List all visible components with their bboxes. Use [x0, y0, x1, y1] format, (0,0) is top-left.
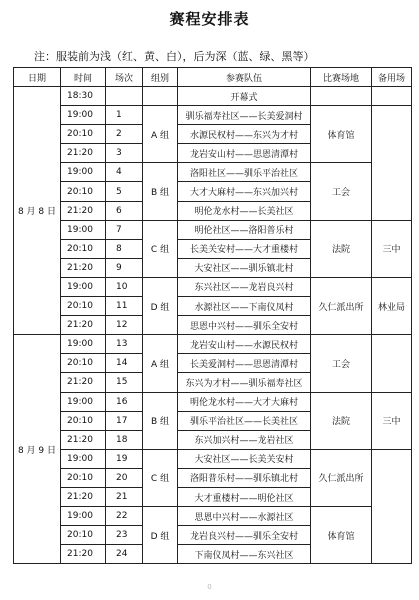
- date-cell: 8 月 9 日: [14, 335, 61, 564]
- teams-cell: 东兴社区——龙岩良兴村: [178, 277, 311, 296]
- table-row: [14, 392, 412, 411]
- time-cell: 20:10: [61, 526, 106, 545]
- teams-cell: 大才重楼村——明伦社区: [178, 487, 311, 506]
- match-no-cell: 4: [106, 163, 143, 182]
- group-cell: [143, 87, 178, 106]
- teams-cell: 明伦龙水村——长美社区: [178, 201, 311, 220]
- time-cell: 19:00: [61, 277, 106, 296]
- table-row: [14, 449, 412, 468]
- header-venue: 比赛场地: [311, 68, 372, 87]
- match-no-cell: 7: [106, 220, 143, 239]
- match-no-cell: 17: [106, 411, 143, 430]
- teams-cell: 长美关安村——大才重楼村: [178, 239, 311, 258]
- match-no-cell: 10: [106, 277, 143, 296]
- group-cell: A 组: [143, 335, 178, 392]
- match-no-cell: 18: [106, 430, 143, 449]
- teams-cell: 思恩中兴村——水源社区: [178, 507, 311, 526]
- backup-cell: [372, 449, 412, 564]
- group-cell: D 组: [143, 507, 178, 564]
- time-cell: 19:00: [61, 507, 106, 526]
- page-title: 赛程安排表: [169, 10, 250, 28]
- backup-cell: [372, 335, 412, 392]
- venue-cell: 工会: [311, 335, 372, 392]
- header-backup-venue: 备用场: [372, 68, 412, 87]
- table-row: [14, 163, 412, 182]
- group-cell: D 组: [143, 277, 178, 334]
- match-no-cell: 6: [106, 201, 143, 220]
- clothing-note: 注：服装前为浅（红、黄、白），后为深（蓝、绿、黑等）: [34, 50, 315, 63]
- time-cell: 18:30: [61, 87, 106, 106]
- time-cell: 20:10: [61, 354, 106, 373]
- table-row: [14, 335, 412, 354]
- teams-cell: 明伦社区——洛阳普乐村: [178, 220, 311, 239]
- venue-cell: 久仁派出所: [311, 449, 372, 506]
- backup-cell: 林业局: [372, 277, 412, 334]
- teams-cell: 水源社区——下南仪凤村: [178, 297, 311, 316]
- teams-cell: 水源民权村——东兴为才村: [178, 125, 311, 144]
- venue-cell: 法院: [311, 392, 372, 449]
- header-group: 组别: [143, 68, 178, 87]
- table-row: [14, 87, 412, 106]
- header-date: 日期: [14, 68, 61, 87]
- backup-cell: [372, 87, 412, 106]
- group-cell: A 组: [143, 106, 178, 163]
- venue-cell: [311, 87, 372, 106]
- teams-cell: 大安社区——驯乐镇北村: [178, 258, 311, 277]
- match-no-cell: 19: [106, 449, 143, 468]
- match-no-cell: 8: [106, 239, 143, 258]
- teams-cell: 长美爱洞村——思恩清潭村: [178, 354, 311, 373]
- time-cell: 21:20: [61, 545, 106, 564]
- teams-cell: 东兴加兴村——龙岩社区: [178, 430, 311, 449]
- time-cell: 21:20: [61, 430, 106, 449]
- match-no-cell: 3: [106, 144, 143, 163]
- table-row: [14, 277, 412, 296]
- header-match-no: 场次: [106, 68, 143, 87]
- time-cell: 20:10: [61, 125, 106, 144]
- teams-cell: 明伦龙水村——大才大麻村: [178, 392, 311, 411]
- time-cell: 21:20: [61, 487, 106, 506]
- match-no-cell: 12: [106, 316, 143, 335]
- header-time: 时间: [61, 68, 106, 87]
- time-cell: 19:00: [61, 106, 106, 125]
- match-no-cell: 13: [106, 335, 143, 354]
- match-no-cell: 15: [106, 373, 143, 392]
- backup-cell: 三中: [372, 392, 412, 449]
- time-cell: 20:10: [61, 297, 106, 316]
- match-no-cell: 22: [106, 507, 143, 526]
- time-cell: 21:20: [61, 316, 106, 335]
- time-cell: 20:10: [61, 411, 106, 430]
- venue-cell: 工会: [311, 163, 372, 220]
- table-row: [14, 220, 412, 239]
- match-no-cell: 21: [106, 487, 143, 506]
- teams-cell: 东兴为才村——驯乐福寿社区: [178, 373, 311, 392]
- teams-cell: 龙岩安山村——思恩清潭村: [178, 144, 311, 163]
- teams-cell: 开幕式: [178, 87, 311, 106]
- teams-cell: 大才大麻村——东兴加兴村: [178, 182, 311, 201]
- teams-cell: 驯乐福寿社区——长美爱洞村: [178, 106, 311, 125]
- venue-cell: 体育馆: [311, 507, 372, 564]
- time-cell: 19:00: [61, 449, 106, 468]
- time-cell: 20:10: [61, 239, 106, 258]
- time-cell: 19:00: [61, 335, 106, 354]
- time-cell: 20:10: [61, 182, 106, 201]
- match-no-cell: 1: [106, 106, 143, 125]
- match-no-cell: 9: [106, 258, 143, 277]
- teams-cell: 驯乐平治社区——长美社区: [178, 411, 311, 430]
- teams-cell: 龙岩安山村——水源民权村: [178, 335, 311, 354]
- group-cell: C 组: [143, 449, 178, 506]
- page-number: 0: [207, 583, 212, 591]
- match-no-cell: 11: [106, 297, 143, 316]
- header-row: [14, 68, 412, 87]
- group-cell: C 组: [143, 220, 178, 277]
- match-no-cell: [106, 87, 143, 106]
- table-row: [14, 507, 412, 526]
- time-cell: 19:00: [61, 163, 106, 182]
- time-cell: 21:20: [61, 258, 106, 277]
- venue-cell: 体育馆: [311, 106, 372, 163]
- teams-cell: 下南仪凤村——东兴社区: [178, 545, 311, 564]
- backup-cell: [372, 106, 412, 221]
- match-no-cell: 14: [106, 354, 143, 373]
- backup-cell: 三中: [372, 220, 412, 277]
- teams-cell: 大安社区——长美关安村: [178, 449, 311, 468]
- venue-cell: 法院: [311, 220, 372, 277]
- teams-cell: 洛阳社区——驯乐平治社区: [178, 163, 311, 182]
- table-row: [14, 106, 412, 125]
- time-cell: 21:20: [61, 201, 106, 220]
- group-cell: B 组: [143, 163, 178, 220]
- group-cell: B 组: [143, 392, 178, 449]
- match-no-cell: 24: [106, 545, 143, 564]
- header-teams: 参赛队伍: [178, 68, 311, 87]
- teams-cell: 思恩中兴村——驯乐全安村: [178, 316, 311, 335]
- time-cell: 20:10: [61, 468, 106, 487]
- time-cell: 19:00: [61, 220, 106, 239]
- match-no-cell: 20: [106, 468, 143, 487]
- match-no-cell: 16: [106, 392, 143, 411]
- teams-cell: 洛阳普乐村——驯乐镇北村: [178, 468, 311, 487]
- match-no-cell: 23: [106, 526, 143, 545]
- venue-cell: 久仁派出所: [311, 277, 372, 334]
- match-no-cell: 5: [106, 182, 143, 201]
- time-cell: 19:00: [61, 392, 106, 411]
- date-cell: 8 月 8 日: [14, 87, 61, 335]
- time-cell: 21:20: [61, 144, 106, 163]
- match-no-cell: 2: [106, 125, 143, 144]
- schedule-table: [13, 67, 412, 564]
- teams-cell: 龙岩良兴村——驯乐全安村: [178, 526, 311, 545]
- time-cell: 21:20: [61, 373, 106, 392]
